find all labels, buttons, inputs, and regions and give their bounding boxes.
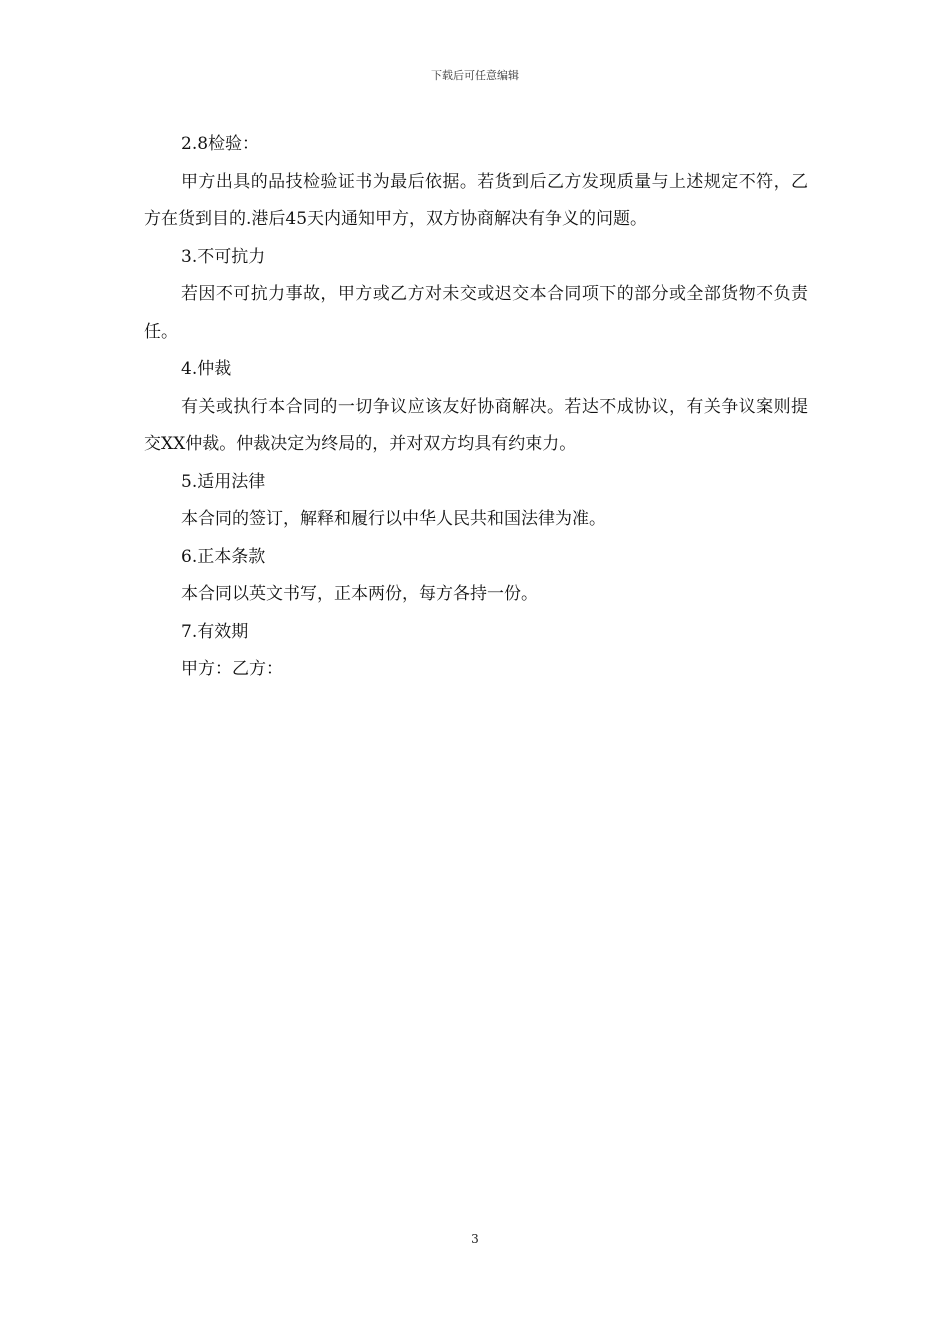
paragraph-inspection: 甲方出具的品技检验证书为最后依据。若货到后乙方发现质量与上述规定不符，乙方在货到目的.港后45天内通知甲方，双方协商解决有争义的问题。 bbox=[144, 171, 808, 229]
section-heading-force-majeure: 3.不可抗力 bbox=[181, 246, 266, 267]
paragraph-force-majeure: 若因不可抗力事故，甲方或乙方对未交或迟交本合同项下的部分或全部货物不负责任。 bbox=[144, 284, 808, 342]
page-header: 下载后可任意编辑 bbox=[431, 69, 519, 82]
paragraph-original-copies: 本合同以英文书写，正本两份，每方各持一份。 bbox=[181, 584, 538, 604]
section-heading-inspection: 2.8检验： bbox=[181, 134, 260, 154]
section-heading-validity: 7.有效期 bbox=[181, 621, 249, 642]
document-body bbox=[144, 126, 808, 689]
paragraph-arbitration: 有关或执行本合同的一切争议应该友好协商解决。若达不成协议，有关争议案则提交XX仲裁。仲裁决定为终局的，并对双方均具有约束力。 bbox=[144, 396, 808, 454]
section-heading-original-copies: 6.正本条款 bbox=[181, 546, 266, 567]
paragraph-governing-law: 本合同的签订，解释和履行以中华人民共和国法律为准。 bbox=[181, 509, 606, 529]
signature-line: 甲方：乙方： bbox=[181, 659, 283, 679]
page-number: 3 bbox=[471, 1232, 479, 1246]
section-heading-arbitration: 4.仲裁 bbox=[181, 359, 232, 379]
section-heading-governing-law: 5.适用法律 bbox=[181, 471, 266, 492]
